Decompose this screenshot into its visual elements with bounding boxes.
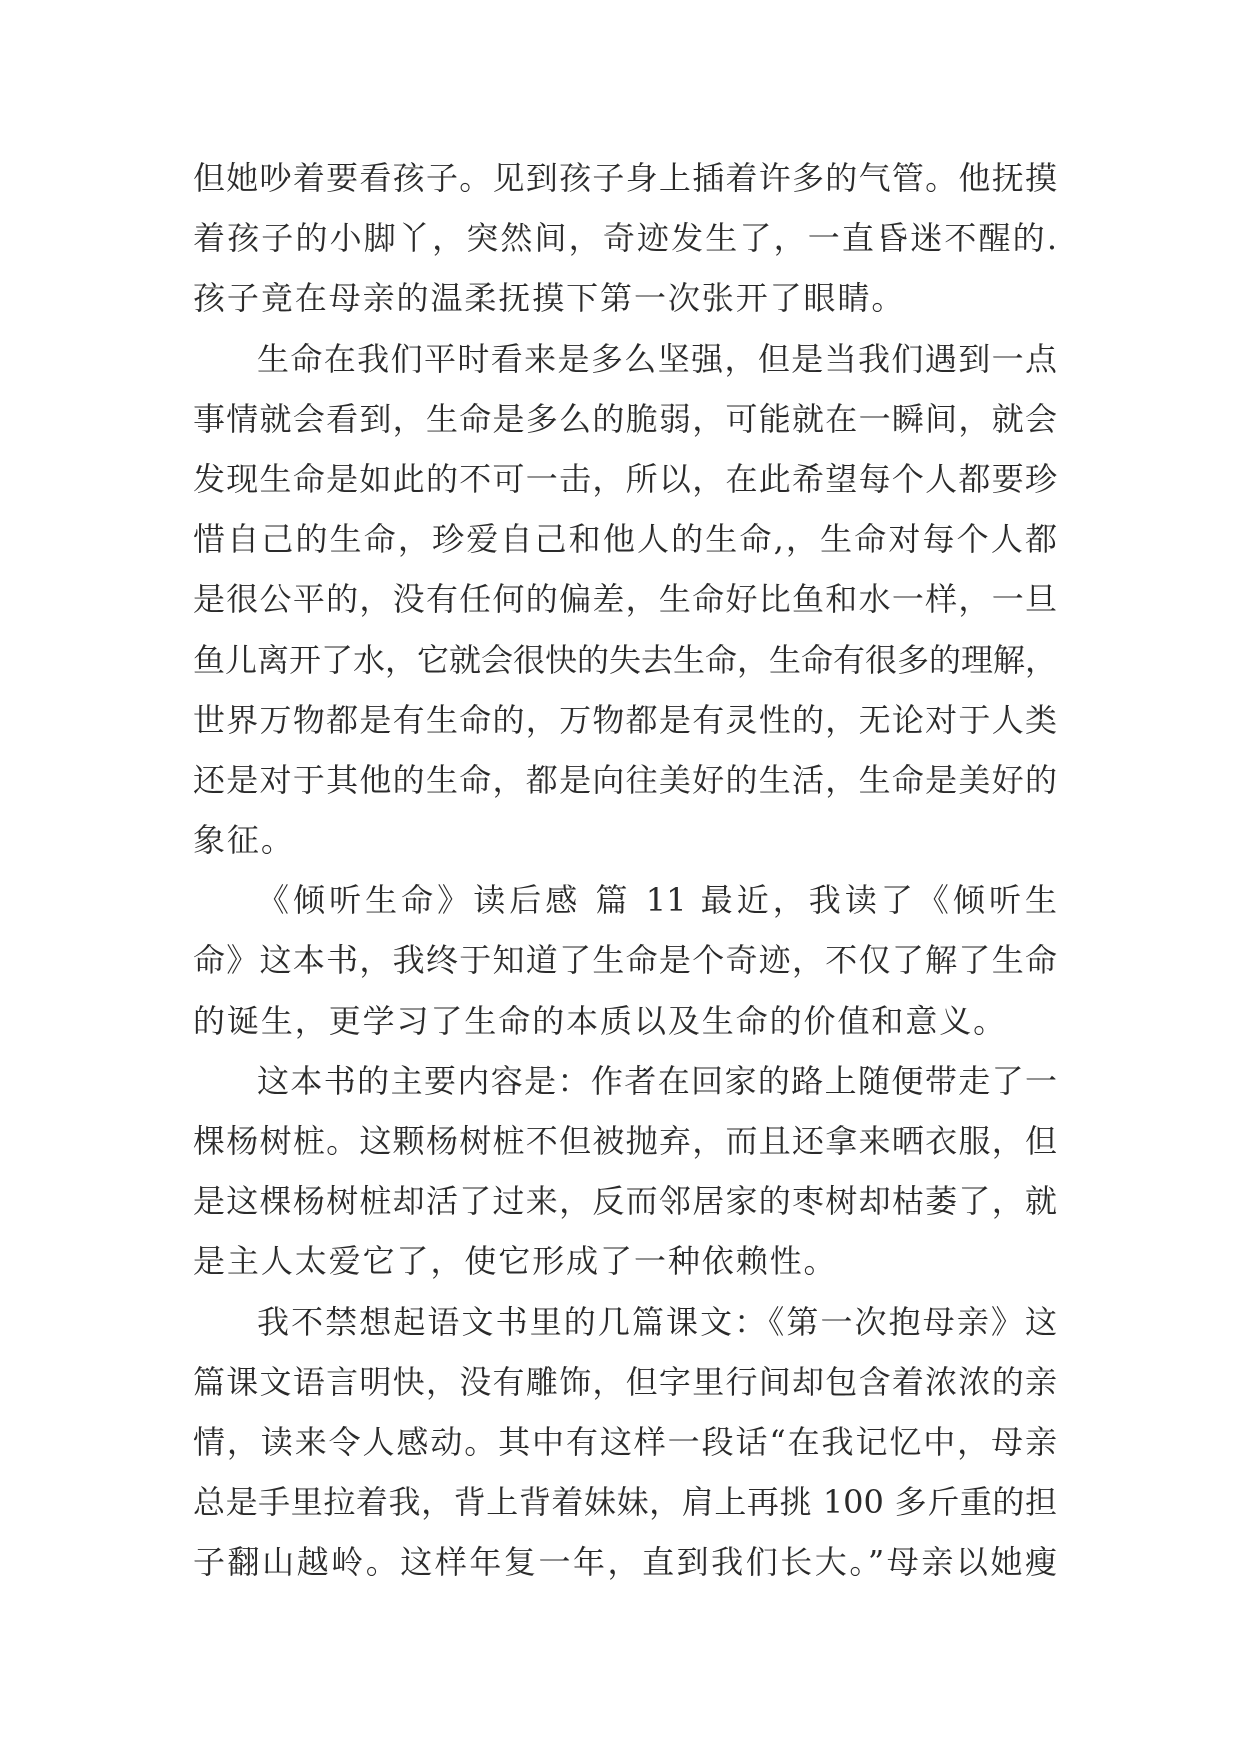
text-line: 孩子竟在母亲的温柔抚摸下第一次张开了眼睛。 (193, 279, 906, 318)
text-line: 发现生命是如此的不可一击，所以，在此希望每个人都要珍 (193, 459, 1057, 498)
text-line: 是主人太爱它了，使它形成了一种依赖性。 (193, 1242, 838, 1281)
text-line: 着孩子的小脚丫，突然间，奇迹发生了，一直昏迷不醒的. (193, 219, 1057, 258)
body-text (193, 148, 1057, 1593)
text-line: 这本书的主要内容是：作者在回家的路上随便带走了一 (257, 1061, 1057, 1100)
text-line: 《倾听生命》读后感 篇 11 最近，我读了《倾听生 (257, 881, 1057, 920)
text-line: 世界万物都是有生命的，万物都是有灵性的，无论对于人类 (193, 700, 1057, 739)
text-line: 子翻山越岭。这样年复一年，直到我们长大。”母亲以她瘦 (193, 1543, 1057, 1582)
text-line: 我不禁想起语文书里的几篇课文：《第一次抱母亲》这 (257, 1302, 1057, 1341)
text-line: 棵杨树桩。这颗杨树桩不但被抛弃，而且还拿来晒衣服，但 (193, 1122, 1057, 1160)
text-line: 总是手里拉着我，背上背着妹妹，肩上再挑 100 多斤重的担 (193, 1483, 1057, 1522)
text-line: 情，读来令人感动。其中有这样一段话“在我记忆中，母亲 (193, 1422, 1057, 1461)
text-line: 象征。 (193, 821, 295, 860)
text-line: 命》这本书，我终于知道了生命是个奇迹，不仅了解了生命 (193, 941, 1057, 980)
text-line: 的诞生，更学习了生命的本质以及生命的价值和意义。 (193, 1001, 1008, 1040)
text-line: 生命在我们平时看来是多么坚强，但是当我们遇到一点 (257, 339, 1057, 378)
text-line: 是这棵杨树桩却活了过来，反而邻居家的枣树却枯萎了，就 (193, 1182, 1057, 1221)
text-line: 但她吵着要看孩子。见到孩子身上插着许多的气管。他抚摸 (193, 159, 1057, 197)
text-line: 事情就会看到，生命是多么的脆弱，可能就在一瞬间，就会 (193, 399, 1057, 438)
text-line: 篇课文语言明快，没有雕饰，但字里行间却包含着浓浓的亲 (193, 1362, 1057, 1401)
text-line: 是很公平的，没有任何的偏差，生命好比鱼和水一样，一旦 (193, 580, 1057, 619)
text-line: 还是对于其他的生命，都是向往美好的生活，生命是美好的 (193, 760, 1057, 799)
text-line: 鱼儿离开了水，它就会很快的失去生命，生命有很多的理解， (193, 640, 1058, 679)
text-line: 惜自己的生命，珍爱自己和他人的生命,，生命对每个人都 (193, 520, 1057, 559)
